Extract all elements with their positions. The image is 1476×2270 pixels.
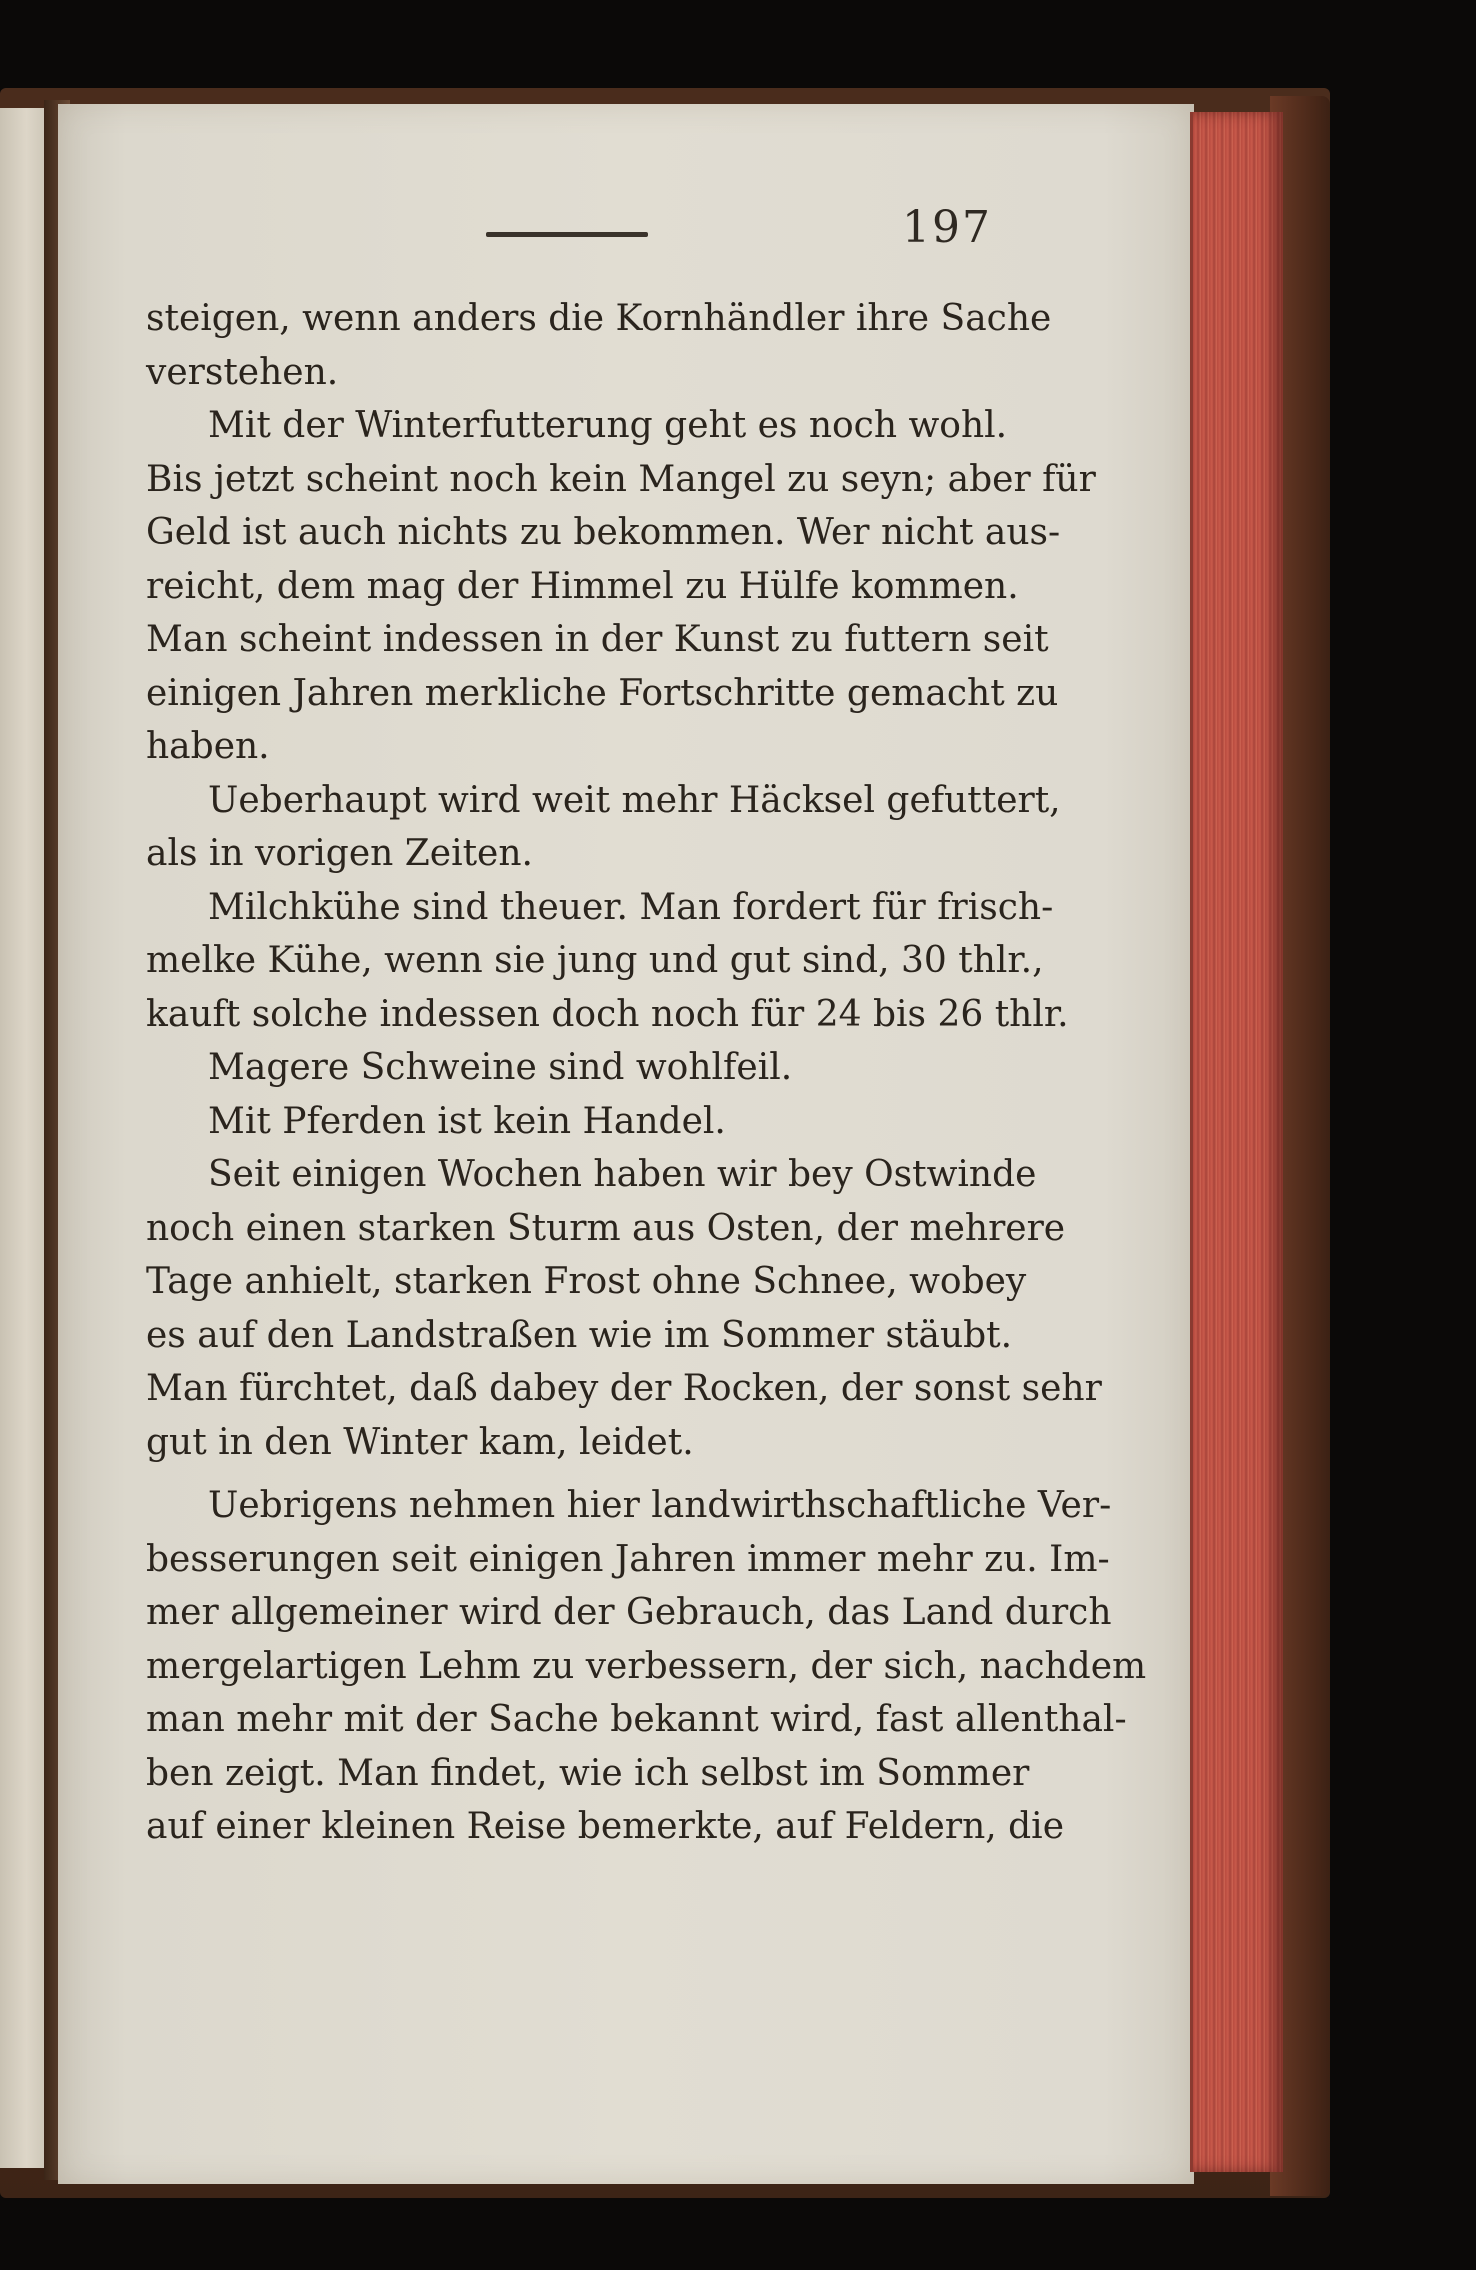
text-line: als in vorigen Zeiten.: [146, 833, 533, 874]
text-line: Seit einigen Wochen haben wir bey Ostwinde: [208, 1154, 1037, 1195]
text-line: Magere Schweine sind wohlfeil.: [208, 1047, 793, 1088]
page-number: 197: [902, 202, 992, 253]
text-line: Man scheint indessen in der Kunst zu futtern seit: [146, 619, 1049, 660]
red-page-edges: [1190, 112, 1283, 2172]
text-line: Mit Pferden ist kein Handel.: [208, 1100, 726, 1142]
body-text: [146, 292, 1147, 1854]
text-line: Geld ist auch nichts zu bekommen. Wer nicht aus-: [146, 512, 1061, 553]
text-line: Man fürchtet, daß dabey der Rocken, der sonst sehr: [146, 1368, 1102, 1409]
text-line: es auf den Landstraßen wie im Sommer stäubt.: [146, 1314, 1013, 1356]
text-line: haben.: [146, 726, 270, 767]
text-line: steigen, wenn anders die Kornhändler ihre Sache: [146, 298, 1052, 339]
text-line: Tage anhielt, starken Frost ohne Schnee, wobey: [146, 1261, 1027, 1302]
header-rule: [486, 232, 648, 237]
text-line: Uebrigens nehmen hier landwirthschaftliche Ver-: [208, 1485, 1112, 1526]
text-line: Mit der Winterfutterung geht es noch wohl.: [208, 405, 1008, 446]
text-line: besserungen seit einigen Jahren immer mehr zu. Im-: [146, 1538, 1110, 1580]
text-line: Milchkühe sind theuer. Man fordert für frisch-: [208, 886, 1054, 928]
text-line: melke Kühe, wenn sie jung und gut sind, 30 thlr.,: [146, 940, 1044, 981]
text-line: noch einen starken Sturm aus Osten, der mehrere: [146, 1207, 1066, 1249]
paragraph-gap: [146, 1469, 1006, 1479]
previous-page-edge: [0, 108, 46, 2168]
text-line: ben zeigt. Man findet, wie ich selbst im Sommer: [146, 1752, 1030, 1794]
text-line: gut in den Winter kam, leidet.: [146, 1421, 694, 1463]
text-line: Ueberhaupt wird weit mehr Häcksel gefuttert,: [208, 779, 1061, 821]
text-line: reicht, dem mag der Himmel zu Hülfe kommen.: [146, 565, 1019, 607]
text-line: Bis jetzt scheint noch kein Mangel zu seyn; aber für: [146, 458, 1096, 500]
text-line: auf einer kleinen Reise bemerkte, auf Feldern, die: [146, 1806, 1064, 1847]
text-line: kauft solche indessen doch noch für 24 bis 26 thlr.: [146, 993, 1069, 1035]
text-line: man mehr mit der Sache bekannt wird, fast allenthal-: [146, 1699, 1127, 1740]
text-line: verstehen.: [146, 351, 339, 393]
text-line: mergelartigen Lehm zu verbessern, der sich, nachdem: [146, 1645, 1147, 1687]
text-line: einigen Jahren merkliche Fortschritte gemacht zu: [146, 672, 1059, 714]
text-line: mer allgemeiner wird der Gebrauch, das Land durch: [146, 1592, 1112, 1633]
